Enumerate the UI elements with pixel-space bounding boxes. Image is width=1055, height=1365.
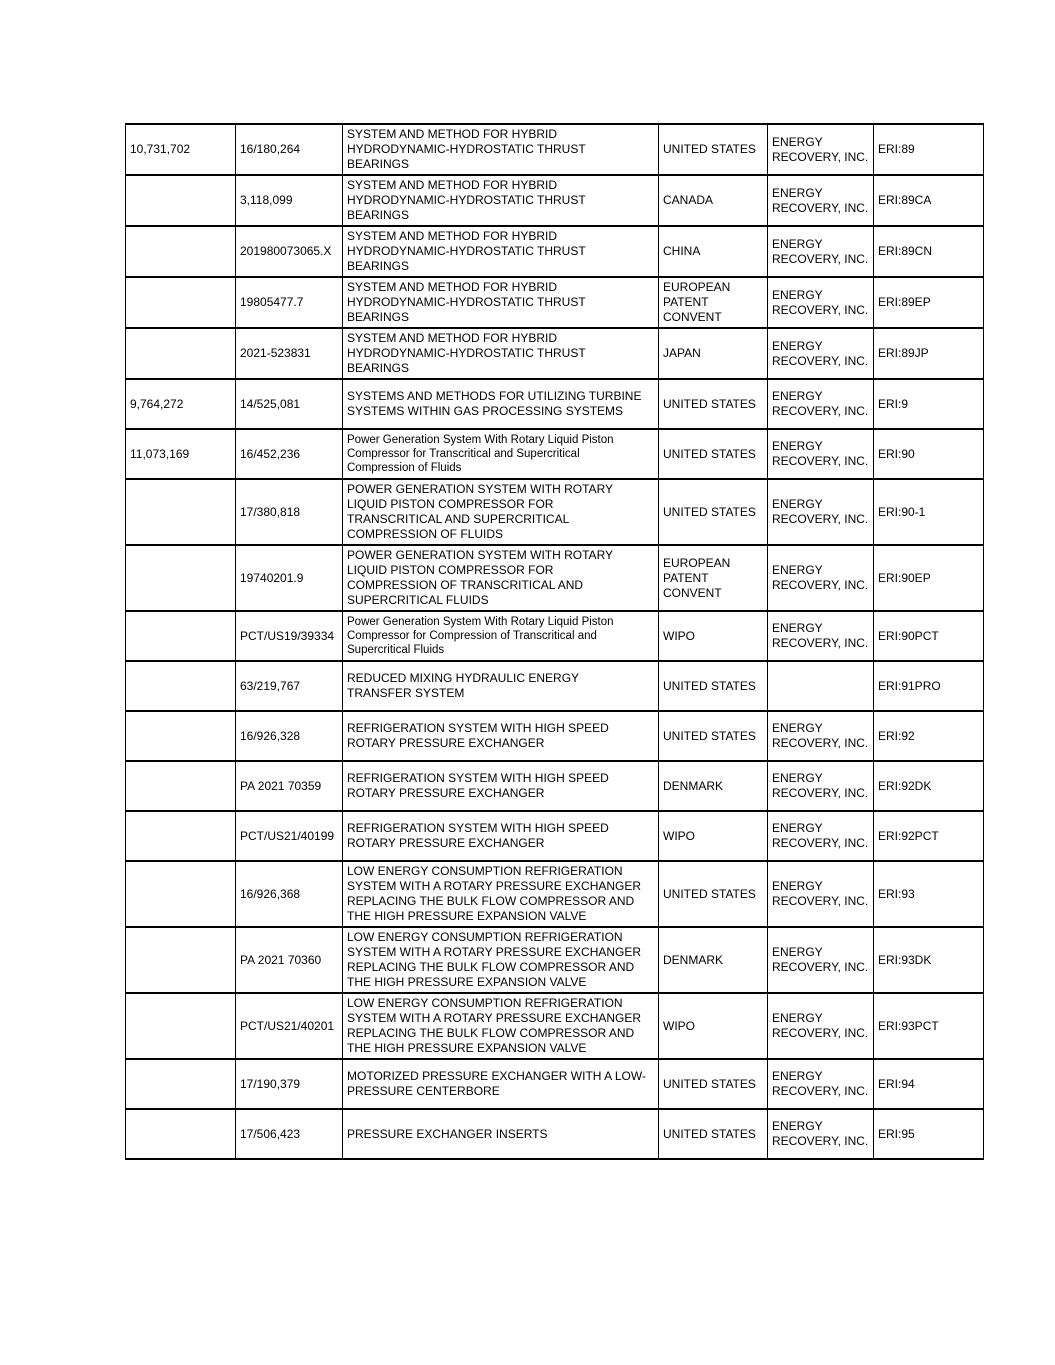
patent-number-cell — [126, 811, 236, 861]
application-number-cell: 63/219,767 — [236, 661, 343, 711]
country-cell: DENMARK — [659, 927, 768, 993]
title-cell: Power Generation System With Rotary Liquid Piston Compressor for Compression of Transcritical and Supercritical Fluids — [343, 611, 659, 661]
application-number-cell: 16/926,328 — [236, 711, 343, 761]
application-number-cell: 17/506,423 — [236, 1109, 343, 1159]
title-cell: LOW ENERGY CONSUMPTION REFRIGERATION SYSTEM WITH A ROTARY PRESSURE EXCHANGER REPLACING THE BULK FLOW COMPRESSOR AND THE HIGH PRESSURE EXPANSION VALVE — [343, 927, 659, 993]
reference-cell: ERI:89CN — [874, 226, 984, 277]
patent-number-cell — [126, 611, 236, 661]
application-number-cell: PCT/US21/40201 — [236, 993, 343, 1059]
patent-number-cell — [126, 479, 236, 545]
assignee-cell: ENERGY RECOVERY, INC. — [768, 379, 874, 429]
patent-number-cell — [126, 761, 236, 811]
reference-cell: ERI:90-1 — [874, 479, 984, 545]
application-number-cell: 16/452,236 — [236, 429, 343, 479]
application-number-cell: 17/190,379 — [236, 1059, 343, 1109]
table-row — [126, 277, 984, 328]
table-row — [126, 226, 984, 277]
assignee-cell: ENERGY RECOVERY, INC. — [768, 861, 874, 927]
patent-table-body — [126, 124, 984, 1159]
country-cell: DENMARK — [659, 761, 768, 811]
patent-table — [125, 123, 984, 1160]
table-row — [126, 429, 984, 479]
patent-number-cell — [126, 993, 236, 1059]
assignee-cell: ENERGY RECOVERY, INC. — [768, 927, 874, 993]
patent-number-cell — [126, 277, 236, 328]
assignee-cell: ENERGY RECOVERY, INC. — [768, 175, 874, 226]
title-cell: LOW ENERGY CONSUMPTION REFRIGERATION SYSTEM WITH A ROTARY PRESSURE EXCHANGER REPLACING THE BULK FLOW COMPRESSOR AND THE HIGH PRESSURE EXPANSION VALVE — [343, 861, 659, 927]
country-cell: WIPO — [659, 993, 768, 1059]
patent-number-cell: 11,073,169 — [126, 429, 236, 479]
patent-number-cell — [126, 226, 236, 277]
assignee-cell: ENERGY RECOVERY, INC. — [768, 429, 874, 479]
title-cell: SYSTEM AND METHOD FOR HYBRID HYDRODYNAMIC-HYDROSTATIC THRUST BEARINGS — [343, 124, 659, 175]
table-row — [126, 661, 984, 711]
country-cell: WIPO — [659, 811, 768, 861]
assignee-cell: ENERGY RECOVERY, INC. — [768, 124, 874, 175]
country-cell: UNITED STATES — [659, 124, 768, 175]
reference-cell: ERI:92PCT — [874, 811, 984, 861]
table-row — [126, 861, 984, 927]
reference-cell: ERI:90PCT — [874, 611, 984, 661]
assignee-cell: ENERGY RECOVERY, INC. — [768, 479, 874, 545]
country-cell: EUROPEAN PATENT CONVENT — [659, 277, 768, 328]
application-number-cell: PCT/US21/40199 — [236, 811, 343, 861]
assignee-cell: ENERGY RECOVERY, INC. — [768, 993, 874, 1059]
application-number-cell: 201980073065.X — [236, 226, 343, 277]
table-row — [126, 711, 984, 761]
patent-number-cell: 9,764,272 — [126, 379, 236, 429]
reference-cell: ERI:9 — [874, 379, 984, 429]
patent-number-cell — [126, 175, 236, 226]
assignee-cell: ENERGY RECOVERY, INC. — [768, 811, 874, 861]
reference-cell: ERI:92DK — [874, 761, 984, 811]
application-number-cell: PA 2021 70360 — [236, 927, 343, 993]
title-cell: SYSTEM AND METHOD FOR HYBRID HYDRODYNAMIC-HYDROSTATIC THRUST BEARINGS — [343, 226, 659, 277]
reference-cell: ERI:89CA — [874, 175, 984, 226]
title-cell: LOW ENERGY CONSUMPTION REFRIGERATION SYSTEM WITH A ROTARY PRESSURE EXCHANGER REPLACING THE BULK FLOW COMPRESSOR AND THE HIGH PRESSURE EXPANSION VALVE — [343, 993, 659, 1059]
patent-number-cell — [126, 711, 236, 761]
patent-number-cell — [126, 861, 236, 927]
application-number-cell: 3,118,099 — [236, 175, 343, 226]
application-number-cell: PA 2021 70359 — [236, 761, 343, 811]
patent-number-cell — [126, 927, 236, 993]
reference-cell: ERI:95 — [874, 1109, 984, 1159]
assignee-cell: ENERGY RECOVERY, INC. — [768, 545, 874, 611]
reference-cell: ERI:89 — [874, 124, 984, 175]
application-number-cell: 19805477.7 — [236, 277, 343, 328]
assignee-cell: ENERGY RECOVERY, INC. — [768, 611, 874, 661]
country-cell: CHINA — [659, 226, 768, 277]
table-row — [126, 761, 984, 811]
title-cell: SYSTEMS AND METHODS FOR UTILIZING TURBINE SYSTEMS WITHIN GAS PROCESSING SYSTEMS — [343, 379, 659, 429]
title-cell: REFRIGERATION SYSTEM WITH HIGH SPEED ROTARY PRESSURE EXCHANGER — [343, 711, 659, 761]
title-cell: REFRIGERATION SYSTEM WITH HIGH SPEED ROTARY PRESSURE EXCHANGER — [343, 811, 659, 861]
patent-number-cell — [126, 1109, 236, 1159]
title-cell: SYSTEM AND METHOD FOR HYBRID HYDRODYNAMIC-HYDROSTATIC THRUST BEARINGS — [343, 328, 659, 379]
country-cell: UNITED STATES — [659, 1109, 768, 1159]
application-number-cell: 17/380,818 — [236, 479, 343, 545]
patent-number-cell — [126, 661, 236, 711]
application-number-cell: 19740201.9 — [236, 545, 343, 611]
patent-number-cell — [126, 545, 236, 611]
table-row — [126, 927, 984, 993]
application-number-cell: 16/180,264 — [236, 124, 343, 175]
assignee-cell: ENERGY RECOVERY, INC. — [768, 277, 874, 328]
patent-number-cell — [126, 1059, 236, 1109]
table-row — [126, 479, 984, 545]
country-cell: UNITED STATES — [659, 479, 768, 545]
patent-number-cell: 10,731,702 — [126, 124, 236, 175]
reference-cell: ERI:90 — [874, 429, 984, 479]
title-cell: POWER GENERATION SYSTEM WITH ROTARY LIQUID PISTON COMPRESSOR FOR TRANSCRITICAL AND SUPERCRITICAL COMPRESSION OF FLUIDS — [343, 479, 659, 545]
title-cell: PRESSURE EXCHANGER INSERTS — [343, 1109, 659, 1159]
country-cell: UNITED STATES — [659, 861, 768, 927]
title-cell: SYSTEM AND METHOD FOR HYBRID HYDRODYNAMIC-HYDROSTATIC THRUST BEARINGS — [343, 277, 659, 328]
title-cell: REDUCED MIXING HYDRAULIC ENERGY TRANSFER SYSTEM — [343, 661, 659, 711]
assignee-cell — [768, 661, 874, 711]
table-row — [126, 1109, 984, 1159]
reference-cell: ERI:93DK — [874, 927, 984, 993]
title-cell: REFRIGERATION SYSTEM WITH HIGH SPEED ROTARY PRESSURE EXCHANGER — [343, 761, 659, 811]
reference-cell: ERI:93PCT — [874, 993, 984, 1059]
reference-cell: ERI:94 — [874, 1059, 984, 1109]
title-cell: POWER GENERATION SYSTEM WITH ROTARY LIQUID PISTON COMPRESSOR FOR COMPRESSION OF TRANSCRITICAL AND SUPERCRITICAL FLUIDS — [343, 545, 659, 611]
title-cell: SYSTEM AND METHOD FOR HYBRID HYDRODYNAMIC-HYDROSTATIC THRUST BEARINGS — [343, 175, 659, 226]
title-cell: Power Generation System With Rotary Liquid Piston Compressor for Transcritical and Supercritical Compression of Fluids — [343, 429, 659, 479]
application-number-cell: 14/525,081 — [236, 379, 343, 429]
country-cell: UNITED STATES — [659, 379, 768, 429]
reference-cell: ERI:89EP — [874, 277, 984, 328]
country-cell: CANADA — [659, 175, 768, 226]
application-number-cell: PCT/US19/39334 — [236, 611, 343, 661]
assignee-cell: ENERGY RECOVERY, INC. — [768, 1109, 874, 1159]
reference-cell: ERI:92 — [874, 711, 984, 761]
table-row — [126, 328, 984, 379]
reference-cell: ERI:90EP — [874, 545, 984, 611]
table-row — [126, 124, 984, 175]
table-row — [126, 811, 984, 861]
assignee-cell: ENERGY RECOVERY, INC. — [768, 761, 874, 811]
application-number-cell: 16/926,368 — [236, 861, 343, 927]
assignee-cell: ENERGY RECOVERY, INC. — [768, 226, 874, 277]
table-row — [126, 545, 984, 611]
table-row — [126, 993, 984, 1059]
assignee-cell: ENERGY RECOVERY, INC. — [768, 711, 874, 761]
country-cell: WIPO — [659, 611, 768, 661]
table-row — [126, 1059, 984, 1109]
reference-cell: ERI:91PRO — [874, 661, 984, 711]
country-cell: EUROPEAN PATENT CONVENT — [659, 545, 768, 611]
country-cell: UNITED STATES — [659, 711, 768, 761]
title-cell: MOTORIZED PRESSURE EXCHANGER WITH A LOW-PRESSURE CENTERBORE — [343, 1059, 659, 1109]
patent-number-cell — [126, 328, 236, 379]
application-number-cell: 2021-523831 — [236, 328, 343, 379]
assignee-cell: ENERGY RECOVERY, INC. — [768, 328, 874, 379]
table-row — [126, 611, 984, 661]
reference-cell: ERI:89JP — [874, 328, 984, 379]
reference-cell: ERI:93 — [874, 861, 984, 927]
country-cell: UNITED STATES — [659, 661, 768, 711]
table-row — [126, 379, 984, 429]
table-row — [126, 175, 984, 226]
country-cell: UNITED STATES — [659, 429, 768, 479]
assignee-cell: ENERGY RECOVERY, INC. — [768, 1059, 874, 1109]
country-cell: JAPAN — [659, 328, 768, 379]
country-cell: UNITED STATES — [659, 1059, 768, 1109]
